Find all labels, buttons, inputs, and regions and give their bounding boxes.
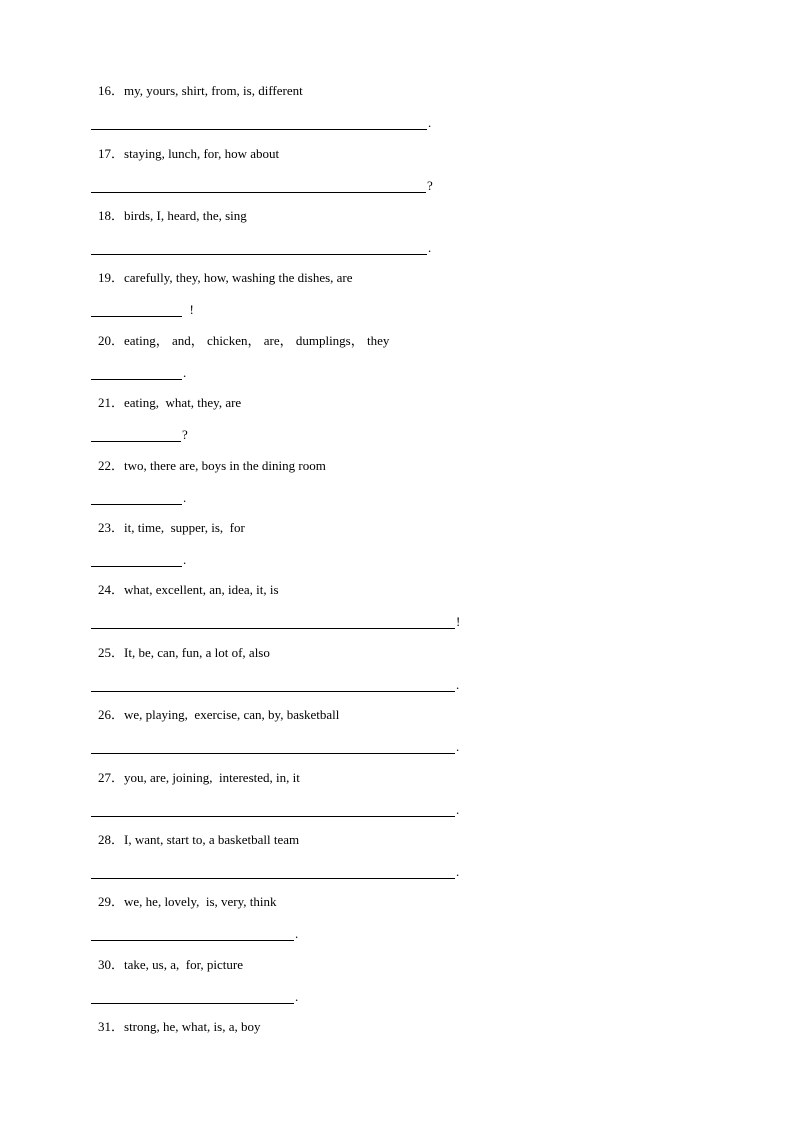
answer-blank[interactable] bbox=[91, 492, 182, 505]
answer-blank[interactable] bbox=[91, 616, 455, 629]
answer-line-29[interactable] bbox=[91, 925, 298, 941]
question-words: strong, he, what, is, a, boy bbox=[124, 1019, 261, 1034]
end-punctuation: . bbox=[295, 926, 299, 941]
end-punctuation: ? bbox=[182, 427, 188, 442]
question-words: two, there are, boys in the dining room bbox=[124, 458, 326, 473]
end-punctuation: . bbox=[428, 115, 432, 130]
answer-blank[interactable] bbox=[91, 180, 426, 193]
end-punctuation: . bbox=[456, 739, 460, 754]
question-number: 23． bbox=[98, 520, 125, 535]
answer-blank[interactable] bbox=[91, 804, 455, 817]
question-words: you, are, joining, interested, in, it bbox=[124, 770, 300, 785]
answer-blank[interactable] bbox=[91, 679, 455, 692]
question-words: staying, lunch, for, how about bbox=[124, 146, 280, 161]
answer-line-23[interactable] bbox=[91, 551, 186, 567]
answer-line-21[interactable] bbox=[91, 426, 188, 442]
answer-blank[interactable] bbox=[91, 117, 427, 130]
question-words: carefully, they, how, washing the dishes, are bbox=[124, 270, 353, 285]
answer-line-24[interactable] bbox=[91, 613, 460, 629]
question-words: birds, I, heard, the, sing bbox=[124, 208, 247, 223]
question-number: 19． bbox=[98, 270, 125, 285]
question-20 bbox=[98, 333, 389, 349]
question-words: take, us, a, for, picture bbox=[124, 957, 243, 972]
question-number: 22． bbox=[98, 458, 125, 473]
answer-blank[interactable] bbox=[91, 304, 182, 317]
question-28 bbox=[98, 832, 299, 848]
question-27 bbox=[98, 770, 300, 786]
question-words: eating， and， chicken， are， dumplings， they bbox=[124, 333, 390, 348]
answer-blank[interactable] bbox=[91, 866, 455, 879]
question-words: eating, what, they, are bbox=[124, 395, 242, 410]
question-24 bbox=[98, 582, 279, 598]
answer-blank[interactable] bbox=[91, 242, 427, 255]
question-26 bbox=[98, 707, 339, 723]
end-punctuation: ! bbox=[183, 302, 194, 317]
question-number: 31． bbox=[98, 1019, 125, 1034]
answer-line-30[interactable] bbox=[91, 988, 298, 1004]
question-words: what, excellent, an, idea, it, is bbox=[124, 582, 279, 597]
answer-blank[interactable] bbox=[91, 554, 182, 567]
answer-line-28[interactable] bbox=[91, 863, 459, 879]
question-29 bbox=[98, 894, 277, 910]
question-words: my, yours, shirt, from, is, different bbox=[124, 83, 303, 98]
question-30 bbox=[98, 957, 243, 973]
answer-line-20[interactable] bbox=[91, 364, 186, 380]
question-number: 17． bbox=[98, 146, 125, 161]
end-punctuation: . bbox=[295, 989, 299, 1004]
question-words: we, playing, exercise, can, by, basketball bbox=[124, 707, 340, 722]
answer-line-26[interactable] bbox=[91, 738, 459, 754]
answer-line-22[interactable] bbox=[91, 489, 186, 505]
question-number: 26． bbox=[98, 707, 125, 722]
end-punctuation: . bbox=[183, 365, 187, 380]
question-number: 27． bbox=[98, 770, 125, 785]
question-number: 18． bbox=[98, 208, 125, 223]
end-punctuation: . bbox=[428, 240, 432, 255]
question-23 bbox=[98, 520, 245, 536]
question-number: 30． bbox=[98, 957, 125, 972]
question-17 bbox=[98, 146, 279, 162]
question-number: 25． bbox=[98, 645, 125, 660]
question-number: 29． bbox=[98, 894, 125, 909]
question-number: 21． bbox=[98, 395, 125, 410]
question-number: 20． bbox=[98, 333, 125, 348]
answer-blank[interactable] bbox=[91, 741, 455, 754]
question-number: 24． bbox=[98, 582, 125, 597]
answer-line-19[interactable] bbox=[91, 301, 194, 317]
end-punctuation: ? bbox=[427, 178, 433, 193]
question-number: 16． bbox=[98, 83, 125, 98]
question-18 bbox=[98, 208, 247, 224]
question-words: I, want, start to, a basketball team bbox=[124, 832, 300, 847]
end-punctuation: . bbox=[183, 490, 187, 505]
answer-line-17[interactable] bbox=[91, 177, 433, 193]
answer-blank[interactable] bbox=[91, 928, 294, 941]
question-22 bbox=[98, 458, 326, 474]
question-words: it, time, supper, is, for bbox=[124, 520, 245, 535]
end-punctuation: . bbox=[456, 864, 460, 879]
answer-line-25[interactable] bbox=[91, 676, 459, 692]
end-punctuation: ! bbox=[456, 614, 461, 629]
end-punctuation: . bbox=[456, 802, 460, 817]
question-31 bbox=[98, 1019, 261, 1035]
end-punctuation: . bbox=[183, 552, 187, 567]
answer-line-18[interactable] bbox=[91, 239, 431, 255]
answer-blank[interactable] bbox=[91, 367, 182, 380]
answer-blank[interactable] bbox=[91, 991, 294, 1004]
question-19 bbox=[98, 270, 353, 286]
question-25 bbox=[98, 645, 270, 661]
question-16 bbox=[98, 83, 303, 99]
answer-line-16[interactable] bbox=[91, 114, 431, 130]
question-words: we, he, lovely, is, very, think bbox=[124, 894, 277, 909]
answer-blank[interactable] bbox=[91, 429, 181, 442]
answer-line-27[interactable] bbox=[91, 801, 459, 817]
end-punctuation: . bbox=[456, 677, 460, 692]
question-words: It, be, can, fun, a lot of, also bbox=[124, 645, 270, 660]
question-number: 28． bbox=[98, 832, 125, 847]
question-21 bbox=[98, 395, 241, 411]
